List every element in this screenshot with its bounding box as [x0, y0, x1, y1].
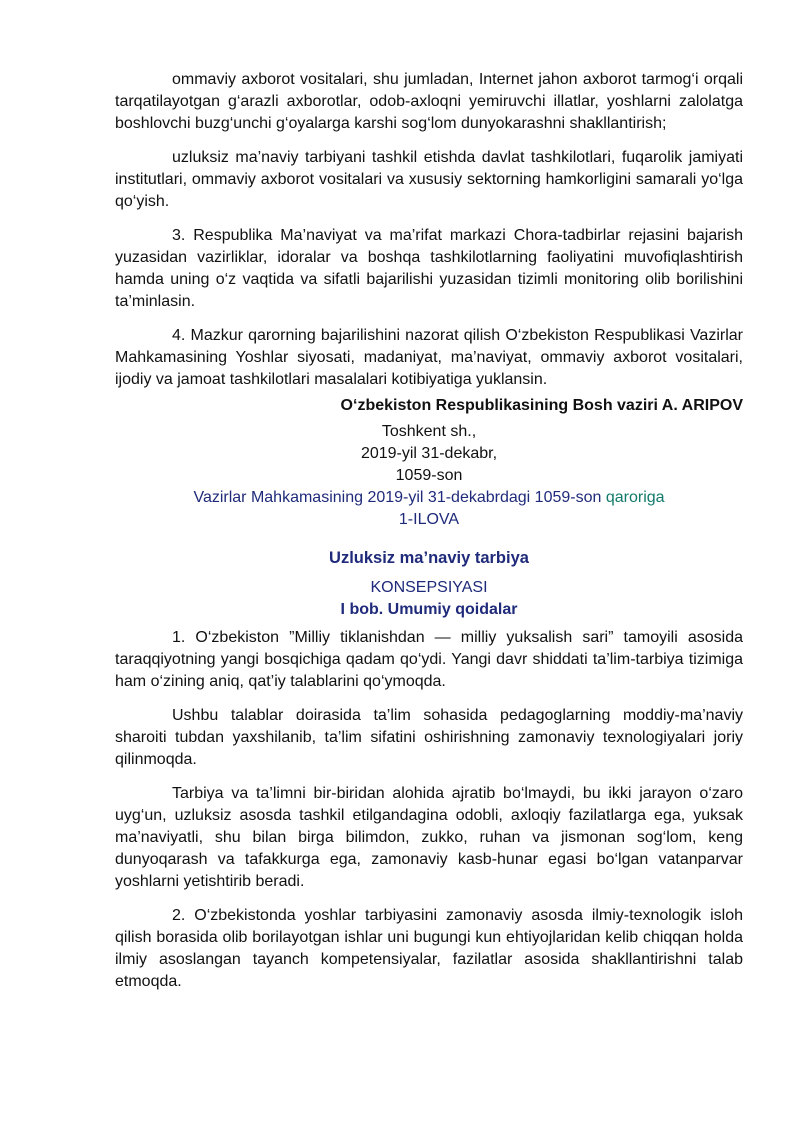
paragraph: ommaviy axborot vositalari, shu jumladan, Internet jahon axborot tarmog‘i orqali tarqatilayotgan g‘arazli axborotlar, odob-axloqni yemiruvchi illatlar, yoshlarni zalolatga boshlovchi buzg‘unchi g‘oyalarga karshi sog‘lom dunyokarashni shakllantirish;	[115, 71, 743, 132]
paragraph: uzluksiz ma’naviy tarbiyani tashkil etishda davlat tashkilotlari, fuqarolik jamiyati institutlari, ommaviy axborot vositalari va xususiy sektorning hamkorligini samarali yo‘lga qo‘yish.	[115, 149, 743, 210]
signature: O‘zbekiston Respublikasining Bosh vaziri A. ARIPOV	[340, 397, 743, 414]
paragraph: Ushbu talablar doirasida ta’lim sohasida pedagoglarning moddiy-ma’naviy sharoiti tubdan yaxshilanib, ta’lim sifatini oshirishning zamonaviy texnologiyalari joriy qilinmoqda.	[115, 707, 743, 768]
document-title: Uzluksiz ma’naviy tarbiya	[329, 549, 529, 567]
chapter-title: I bob. Umumiy qoidalar	[340, 601, 518, 618]
document-number: 1059-son	[395, 467, 463, 484]
appendix-reference-link[interactable]: qaroriga	[605, 489, 665, 506]
paragraph: 1. O‘zbekiston ”Milliy tiklanishdan — milliy yuksalish sari” tamoyili asosida taraqqiyotning yangi bosqichiga qadam qo‘ydi. Yangi davr shiddati ta’lim-tarbiya tizimiga ham o‘zining aniq, qat’iy talablarini qo‘ymoqda.	[115, 629, 743, 690]
appendix-reference-text: Vazirlar Mahkamasining 2019-yil 31-dekabrdagi 1059-son	[193, 489, 602, 506]
paragraph: 2. O‘zbekistonda yoshlar tarbiyasini zamonaviy asosda ilmiy-texnologik isloh qilish borasida olib borilayotgan ishlar uni bugungi kun ehtiyojlaridan kelib chiqqan holda ilmiy asoslangan tayanch kompetensiyalar, fazilatlar asosida shakllantirishni talab etmoqda.	[115, 907, 743, 990]
document-subtitle: KONSEPSIYASI	[370, 579, 488, 596]
place: Toshkent sh.,	[381, 423, 477, 440]
paragraph: 4. Mazkur qarorning bajarilishini nazorat qilish O‘zbekiston Respublikasi Vazirlar Mahkamasining Yoshlar siyosati, madaniyat, ma’naviyat, ommaviy axborot vositalari, ijodiy va jamoat tashkilotlari masalalari kotibiyatiga yuklansin.	[115, 327, 743, 388]
paragraph: 3. Respublika Ma’naviyat va ma’rifat markazi Chora-tadbirlar rejasini bajarish yuzasidan vazirliklar, idoralar va boshqa tashkilotlarning faoliyatini muvofiqlashtirish hamda uning o‘z vaqtida va sifatli bajarilishi yuzasidan tizimli monitoring olib borilishini ta’minlasin.	[115, 227, 743, 310]
appendix-reference	[115, 487, 743, 509]
appendix-label: 1-ILOVA	[398, 511, 460, 528]
paragraph: Tarbiya va ta’limni bir-biridan alohida ajratib bo‘lmaydi, bu ikki jarayon o‘zaro uyg‘un, uzluksiz asosda tashkil etilgandagina odobli, axloqiy fazilatlarga ega, yuksak ma’naviyatli, shu bilan birga bilimdon, zukko, ruhan va jismonan sog‘lom, keng dunyoqarash va tafakkurga ega, zamonaviy kasb-hunar egasi bo‘lgan vatanparvar yoshlarni yetishtirib beradi.	[115, 785, 743, 890]
date: 2019-yil 31-dekabr,	[360, 445, 498, 462]
